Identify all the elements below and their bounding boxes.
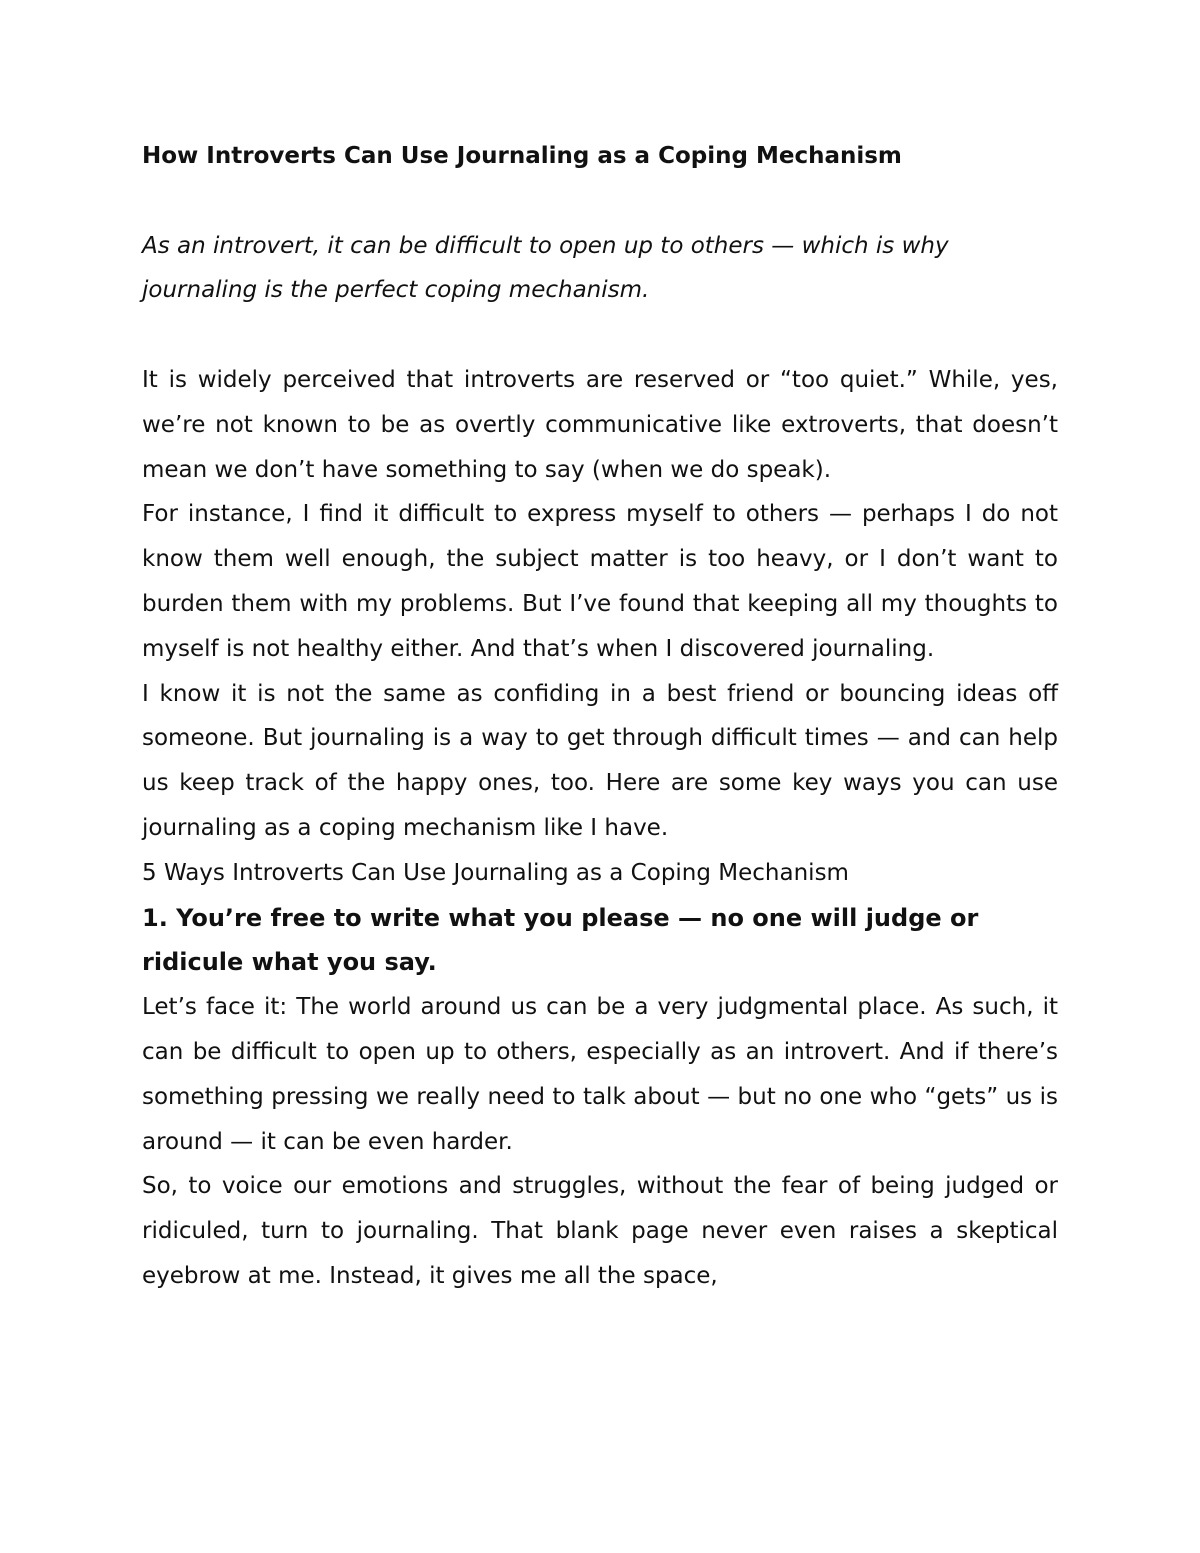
document-body — [142, 134, 1058, 1299]
body-paragraph: It is widely perceived that introverts are reserved or “too quiet.” While, yes, we’re not known to be as overtly communicative like extroverts, that doesn’t mean we don’t have something to say (when we do speak). — [142, 366, 1058, 483]
spacer — [142, 179, 1058, 224]
body-paragraph: Let’s face it: The world around us can be a very judgmental place. As such, it can be difficult to open up to others, especially as an introvert. And if there’s something pressing we really need to talk about — but no one who “gets” us is around — it can be even harder. — [142, 994, 1058, 1155]
body-paragraph: So, to voice our emotions and struggles, without the fear of being judged or ridiculed, turn to journaling. That blank page never even raises a skeptical eyebrow at me. Instead, it gives me all the space, — [142, 1173, 1058, 1289]
lede-paragraph: As an introvert, it can be difficult to open up to others — which is why journaling is the perfect coping mechanism. — [142, 232, 949, 304]
document-title: How Introverts Can Use Journaling as a Coping Mechanism — [142, 143, 902, 169]
body-paragraph: For instance, I find it difficult to express myself to others — perhaps I do not know them well enough, the subject matter is too heavy, or I don’t want to burden them with my problems. But I’ve found that keeping all my thoughts to myself is not healthy either. And that’s when I discovered journaling. — [142, 501, 1058, 662]
body-paragraph: I know it is not the same as confiding in a best friend or bouncing ideas off someone. But journaling is a way to get through difficult times — and can help us keep track of the happy ones, too. Here are some key ways you can use journaling as a coping mechanism like I have. — [142, 680, 1058, 841]
point-heading: 1. You’re free to write what you please — no one will judge or ridicule what you say. — [142, 903, 979, 977]
section-subheading: 5 Ways Introverts Can Use Journaling as a Coping Mechanism — [142, 859, 849, 886]
spacer — [142, 313, 1058, 358]
